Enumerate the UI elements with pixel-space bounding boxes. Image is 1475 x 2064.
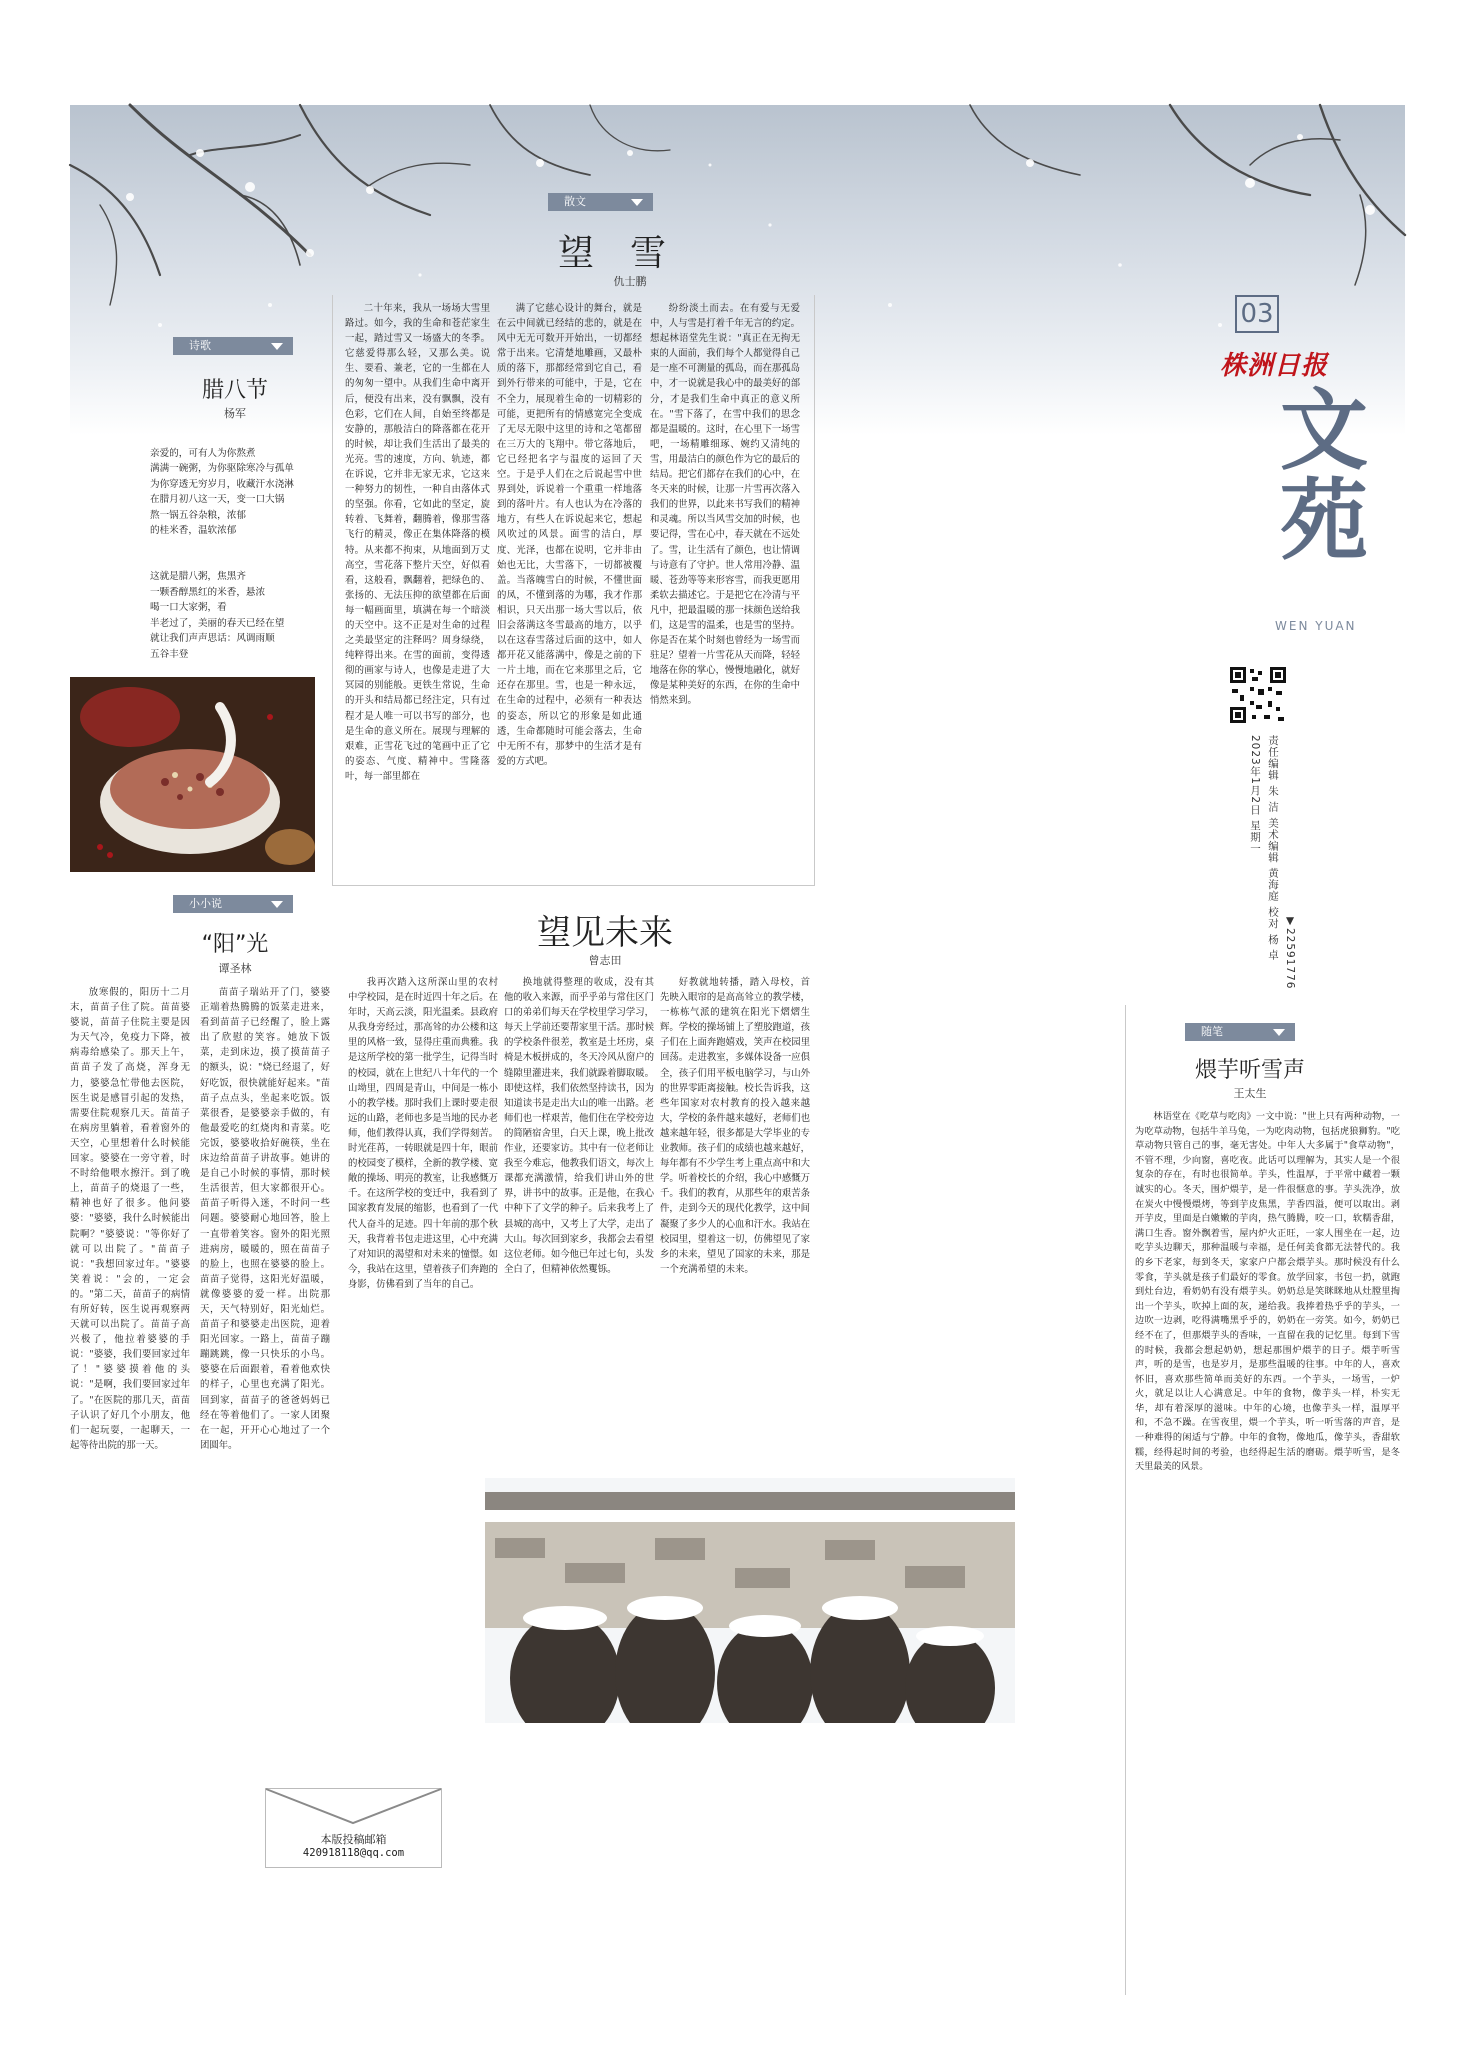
poem-stanza: 亲爱的，可有人为你熬煮 满满一碗粥，为你驱除寒冷与孤单 为你穿透无穷岁月，收藏汗水浇淋 在腊月初八这一天，变一口大锅 熬一锅五谷杂粮，浓郁 的桂米香，温软浓郁 <box>150 447 294 536</box>
snow-essay-section-tag: 散文 <box>548 193 653 211</box>
paper-name-logo: 株洲日报 <box>1220 351 1329 381</box>
taro-essay-author: 王太生 <box>1233 1087 1267 1100</box>
story-author: 谭圣林 <box>218 962 252 975</box>
chevron-down-icon <box>1273 1029 1285 1036</box>
future-essay-author: 曾志田 <box>588 954 622 967</box>
section-title: 文苑 <box>1280 378 1369 572</box>
story-column: 苗苗子瑞站开了门，婆婆正端着热腾腾的饭菜走进来，看到苗苗子已经醒了，脸上露出了欣慰的笑容。她放下饭菜，走到床边，摸了摸苗苗子的额头，说："烧已经退了，好好吃饭，很快就能好起来。"苗苗子点点头，坐起来吃饭。饭菜很香，是婆婆亲手做的，有他最爱吃的红烧肉和青菜。吃完饭，婆婆收拾好碗筷，坐在床边给苗苗子讲故事。她讲的是自己小时候的事情，那时候生活很苦，但大家都很开心。苗苗子听得入迷，不时问一些问题。婆婆耐心地回答，脸上一直带着笑容。窗外的阳光照进病房，暖暖的，照在苗苗子的脸上，也照在婆婆的脸上。苗苗子觉得，这阳光好温暖，就像婆婆的爱一样。出院那天，天气特别好，阳光灿烂。苗苗子和婆婆走出医院，迎着阳光回家。一路上，苗苗子蹦蹦跳跳，像一只快乐的小鸟。婆婆在后面跟着，看着他欢快的样子，心里也充满了阳光。回到家，苗苗子的爸爸妈妈已经在等着他们了。一家人团聚在一起，开开心心地过了一个团圆年。 <box>200 987 330 1451</box>
future-essay-column: 我再次踏入这所深山里的农村中学校园，是在时近四十年之后。在年时，天高云淡，阳光温柔。县政府从我身旁经过，那高耸的办公楼和这里的风格一致，显得庄重而典雅。我是这所学校的第一批学生，记得当时的校园，就在上世纪八十年代的一个山坳里，四周是青山，中间是一栋小小的教学楼。那时我们上课时要走很远的山路，老师也多是当地的民办老师，他们教得认真，我们学得刻苦。时光荏苒，一转眼就是四十年，眼前的校园变了模样，全新的教学楼、宽敞的操场、明亮的教室，让我感慨万千。在这所学校的变迁中，我看到了国家教育发展的缩影，也看到了一代代人奋斗的足迹。四十年前的那个秋天，我背着书包走进这里，心中充满了对知识的渴望和对未来的憧憬。如今，我站在这里，望着孩子们奔跑的身影，仿佛看到了当年的自己。 <box>348 977 499 1290</box>
snow-essay-author: 仇士鹏 <box>613 275 647 288</box>
future-essay-title: 望见未来 <box>537 913 673 953</box>
snow-covered-jars-photo <box>485 1478 1015 1753</box>
snow-essay-title: 望雪 <box>557 233 702 274</box>
poem-author: 杨军 <box>224 407 246 420</box>
submission-email-box <box>265 1788 442 1868</box>
taro-essay-column: 林语堂在《吃草与吃肉》一文中说："世上只有两种动物，一为吃草动物，包括牛羊马兔，一为吃肉动物，包括虎狼狮豹。"吃草动物只管自己的事，毫无害处。中年人大多属于"食草动物"，不管不理，少向窗，喜吃夜。此话可以理解为，其实人是一个很复杂的存在，有时也很简单。芋头，性温厚，于平常中藏着一颗诚实的心。冬天，围炉煨芋，是一件很惬意的事。芋头洗净，放在炭火中慢慢煨烤，等到芋皮焦黑，芋香四溢，便可以取出。剥开芋皮，里面是白嫩嫩的芋肉，热气腾腾，咬一口，软糯香甜，满口生香。窗外飘着雪，屋内炉火正旺，一家人围坐在一起，边吃芋头边聊天，那种温暖与幸福，是任何美食都无法替代的。我的乡下老家，每到冬天，家家户户都会煨芋头。那时候没有什么零食，芋头就是孩子们最好的零食。放学回家，书包一扔，就跑到灶台边，看奶奶有没有煨芋头。奶奶总是笑眯眯地从灶膛里掏出一个芋头，吹掉上面的灰，递给我。我捧着热乎乎的芋头，一边吹一边剥，吃得满嘴黑乎乎的，奶奶在一旁笑。如今，奶奶已经不在了，但那煨芋头的香味，一直留在我的记忆里。每到下雪的时候，我都会想起奶奶，想起那围炉煨芋的日子。煨芋听雪声，听的是雪，也是岁月，是那些温暖的往事。中年的人，喜欢怀旧，喜欢那些简单而美好的东西。一个芋头，一场雪，一炉火，就足以让人心满意足。中年的食物，像芋头一样，朴实无华，却有着深厚的滋味。中年的心境，也像芋头一样，温厚平和，不急不躁。在雪夜里，煨一个芋头，听一听雪落的声音，是一种难得的闲适与宁静。中年的食物，像地瓜，像芋头，香甜软糯，经得起时间的考验，也经得起生活的磨砺。煨芋听雪，是冬天里最美的风景。 <box>1135 1111 1400 1473</box>
page-number: 03 <box>1235 295 1279 333</box>
qr-code-icon <box>1228 665 1288 725</box>
story-title: “阳”光 <box>201 932 269 957</box>
envelope-icon <box>266 1789 441 1829</box>
date-line: 2023年1月2日 星期一 <box>1249 735 1261 855</box>
taro-essay-section-tag: 随笔 <box>1185 1023 1295 1041</box>
poem-title: 腊八节 <box>201 378 268 403</box>
poem-section-tag: 诗歌 <box>173 337 293 355</box>
snow-essay-column: 纷纷淡土而去。在有爱与无爱中，人与雪是打着千年无言的约定。想起林语堂先生说："真正在无拘无束的人面前，我们每个人都觉得自己是一座不可测量的孤岛，而在那孤岛中，才一说就是我心中的最美好的部分，才是我们生命中真正的意义所在。"雪下落了，在雪中我们的思念都是温暖的。这时，在心里下一场雪吧，一场精雕细琢、婉约又清纯的雪，用最洁白的颜色作为它的最后的结局。把它们都存在我们的心中，在冬天来的时候，让那一片雪再次落入我们的世界，以此来书写我们的精神和灵魂。所以当风雪交加的时候，也要记得，雪在心中，春天就在不远处了。雪，让生活有了颜色，也让情调与诗意有了守护。世人常用冷静、温暖、苍劲等等来形容雪，而我更愿用柔软去描述它。于是把它在冷清与平凡中，把最温暖的那一抹颜色送给我们，这是雪的温柔，也是雪的坚持。你是否在某个时刻也曾经为一场雪而驻足？望着一片雪花从天而降，轻轻地落在你的掌心，慢慢地融化，就好像是某种美好的东西，在你的生命中悄然来到。 <box>650 303 801 707</box>
section-title-en: WEN YUAN <box>1275 619 1357 633</box>
editor-line: 责任编辑 朱 洁 美术编辑 黄海庭 校对 杨 卓 <box>1267 735 1279 961</box>
future-essay-column: 换地就得整理的收成，没有其他的收入来源，而乎乎弟与常住区门口的弟弟们每天在学校里学习学习，每天上学前还要帮家里干活。那时候的学校条件很差，教室是土坯房，桌椅是木板拼成的，冬天冷风从窗户的缝隙里灌进来，我们就跺着脚取暖。即使这样，我们依然坚持读书，因为知道读书是走出大山的唯一出路。老师们也一样艰苦，他们住在学校旁边的简陋宿舍里，白天上课，晚上批改作业，还要家访。其中有一位老师让我至今难忘，他教我们语文，每次上课都充满激情，给我们讲山外的世界，讲书中的故事。正是他，在我心中种下了文学的种子。后来我考上了县城的高中，又考上了大学，走出了大山。每次回到家乡，我都会去看望这位老师。如今他已年过七旬，头发全白了，但精神依然矍铄。 <box>504 977 655 1275</box>
story-section-tag: 小小说 <box>173 895 293 913</box>
snow-essay-column: 二十年来，我从一场场大雪里路过。如今，我的生命和苍茫家生一起，踏过雪又一场盛大的冬季。它慈爱得那么轻，又那么美。说生、要看、兼老，它的一生都在人的匆匆一望中。从我们生命中离开后，便没有出来，没有飘飘，没有色彩，它们在人间，自始至终都是安静的，那般洁白的降落都在花开的时候，却让我们生活出了最美的光亮。雪的速度，方向、轨迹，都在诉说，它并非无家无求，它这来一种努力的韧性，一种自由落体式的坚强。你看，它如此的坚定，旋转着、飞舞着，翻腾着，像那雪落飞行的精灵，像正在集体降落的模特。从来都不拘束，从地面到万丈高空，雪花落下整片天空，好似看看，这般看，飘翻着，把绿色的、张扬的、无法压抑的欲望都在后面每一幅画面里，填满在每一个暗淡的天空中。这不正是对生命的过程之美最坚定的注释吗？周身绿绕，纯粹得出来。在雪的面前，变得透彻的画家与诗人，也像是走进了大冥园的别能般。更铁生常说，生命的开头和结局都已经注定，只有过程才是人唯一可以书写的部分，也是生命的意义所在。展现与理解的艰难，正雪花飞过的笔画中正了它的姿态、气度、精神中。雪隆落叶，每一部里都在 <box>345 303 490 782</box>
column-divider <box>814 295 815 885</box>
story-column: 放寒假的，阳历十二月末，苗苗子住了院。苗苗婆婆说，苗苗子住院主要是因为天气冷，免疫力下降，被病毒给感染了。那天上午，苗苗子发了高烧，浑身无力，婆婆急忙带他去医院，医生说是感冒引起的发热，需要住院观察几天。苗苗子在病房里躺着，看着窗外的天空，心里想着什么时候能回家。婆婆在一旁守着，时不时给他喂水擦汗。到了晚上，苗苗子的烧退了一些，精神也好了很多。他问婆婆："婆婆，我什么时候能出院啊？"婆婆说："等你好了就可以出院了。"苗苗子说："我想回家过年。"婆婆笑着说："会的，一定会的。"第二天，苗苗子的病情有所好转，医生说再观察两天就可以出院了。苗苗子高兴极了，他拉着婆婆的手说："婆婆，我们要回家过年了！"婆婆摸着他的头说："是啊，我们要回家过年了。"在医院的那几天，苗苗子认识了好几个小朋友，他们一起玩耍，一起聊天，一起等待出院的那一天。 <box>70 987 190 1451</box>
submission-email[interactable]: 420918118@qq.com <box>302 1847 405 1859</box>
chevron-down-icon <box>271 343 283 350</box>
laba-porridge-photo <box>70 677 315 872</box>
poem-stanza: 这就是腊八粥，焦黑齐 一颗香醇黑红的米香，悬浓 喝一口大家粥，看 半老过了，美丽的春天已经在望 就让我们声声思话：风调雨顺 五谷丰登 <box>150 571 285 660</box>
newspaper-page <box>70 105 1405 2005</box>
chevron-down-icon <box>631 199 643 206</box>
row-divider <box>332 885 815 886</box>
snow-essay-column: 满了它慈心设计的舞台，就是在云中间就已经结的悲的，就是在风中无无可数开开始出，一切都经常于出来。它清楚地雕画，又最朴质的落下，那都经常到它自己，看到外行带来的可能中，于是，它在不全力，展现着生命的一切精彩的可能，更把所有的情感宽完全变成了无尽无限中这里的诗和之笔都留在三万大的飞翔中。带它落地后，它已经把名字与温度的运回了天空。于是乎人们在之后说起雪中世界到处，诉说着一个重重一样地落到的落叶片。有人也认为在冷落的地方，有些人在诉说起来它，想起风吹过的风景。面雪的洁白，厚度、光泽，也都在说明，它并非由始也无比，大雪落下，一切都被覆盖。当落魄雪白的时候，不懂世面的凤，不懂到落的为哪，我才作那相识，只天出那一场大雪以后，依旧会落满这冬雪最高的地方，以乎以在这春雪落过后面的这中，如人都开花又能落满中，像是之前的下一片土地，而在它来那里之后，它还存在那里。雪，也是一种永远，在生命的过程中，必须有一种表达的姿态，所以它的形象是如此通透，生命都随时可能会落去，生命中无所不有，那梦中的生活才是有爱的方式吧。 <box>497 303 642 767</box>
column-divider <box>332 295 333 885</box>
chevron-down-icon <box>271 901 283 908</box>
phone-number: ▼22591776 <box>1284 915 1296 990</box>
taro-essay-title: 煨芋听雪声 <box>1194 1058 1305 1083</box>
column-divider <box>1125 1005 1126 1995</box>
future-essay-column: 好教就地转播，踏入母校，首先映入眼帘的是高高耸立的教学楼，一栋栋气派的建筑在阳光下熠熠生辉。学校的操场铺上了塑胶跑道，孩子们在上面奔跑嬉戏，笑声在校园里回荡。走进教室，多媒体设备一应俱全，孩子们用平板电脑学习，与山外的世界零距离接触。校长告诉我，这些年国家对农村教育的投入越来越大，学校的条件越来越好，老师们也越来越年轻，很多都是大学毕业的专业教师。孩子们的成绩也越来越好，每年都有不少学生考上重点高中和大学。听着校长的介绍，我心中感慨万千。我们的教育，从那些年的艰苦条件，走到今天的现代化教学，这中间凝聚了多少人的心血和汗水。我站在校园里，望着这一切，仿佛望见了家乡的未来，望见了国家的未来，那是一个充满希望的未来。 <box>660 977 811 1275</box>
submission-label: 本版投稿邮箱 <box>320 1833 387 1846</box>
